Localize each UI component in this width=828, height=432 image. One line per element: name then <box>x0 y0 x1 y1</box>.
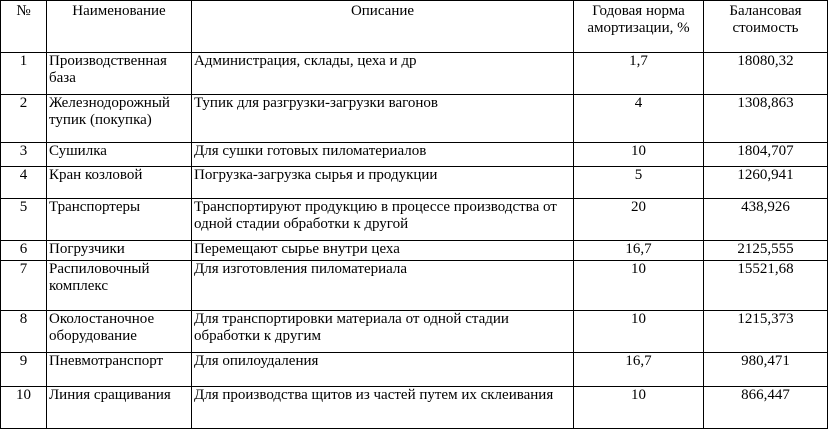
header-name: Наименование <box>47 1 192 53</box>
row-rate: 4 <box>574 95 704 143</box>
row-rate: 1,7 <box>574 53 704 95</box>
row-description: Транспортируют продукцию в процессе производства от одной стадии обработки к другой <box>192 199 574 241</box>
table-row <box>1 95 828 143</box>
table-row <box>1 53 828 95</box>
row-num: 4 <box>1 167 47 199</box>
row-description: Администрация, склады, цеха и др <box>192 53 574 95</box>
row-rate: 10 <box>574 311 704 353</box>
row-rate: 16,7 <box>574 353 704 387</box>
row-description: Для опилоудаления <box>192 353 574 387</box>
row-cost: 1215,373 <box>704 311 828 353</box>
row-rate: 10 <box>574 261 704 311</box>
row-name: Линия сращивания <box>47 387 192 429</box>
row-num: 9 <box>1 353 47 387</box>
row-num: 5 <box>1 199 47 241</box>
table-row <box>1 387 828 429</box>
table-row <box>1 167 828 199</box>
row-cost: 2125,555 <box>704 241 828 261</box>
header-row <box>1 1 828 53</box>
table-row <box>1 241 828 261</box>
table-row <box>1 199 828 241</box>
row-cost: 1308,863 <box>704 95 828 143</box>
row-cost: 15521,68 <box>704 261 828 311</box>
row-description: Для сушки готовых пиломатериалов <box>192 143 574 167</box>
table-row <box>1 143 828 167</box>
header-depreciation-rate: Годовая норма амортизации, % <box>574 1 704 53</box>
row-name: Пневмотранспорт <box>47 353 192 387</box>
row-cost: 980,471 <box>704 353 828 387</box>
row-num: 2 <box>1 95 47 143</box>
row-rate: 5 <box>574 167 704 199</box>
row-cost: 438,926 <box>704 199 828 241</box>
row-description: Для производства щитов из частей путем их склеивания <box>192 387 574 429</box>
table-row <box>1 311 828 353</box>
row-name: Распиловочный комплекс <box>47 261 192 311</box>
row-name: Околостаночное оборудование <box>47 311 192 353</box>
row-num: 3 <box>1 143 47 167</box>
row-num: 8 <box>1 311 47 353</box>
row-cost: 866,447 <box>704 387 828 429</box>
row-num: 7 <box>1 261 47 311</box>
header-num: № <box>1 1 47 53</box>
row-description: Для изготовления пиломатериала <box>192 261 574 311</box>
row-rate: 10 <box>574 143 704 167</box>
row-name: Транспортеры <box>47 199 192 241</box>
row-cost: 1804,707 <box>704 143 828 167</box>
row-description: Перемещают сырье внутри цеха <box>192 241 574 261</box>
row-name: Кран козловой <box>47 167 192 199</box>
row-name: Железнодорожный тупик (покупка) <box>47 95 192 143</box>
row-num: 6 <box>1 241 47 261</box>
row-description: Тупик для разгрузки-загрузки вагонов <box>192 95 574 143</box>
table-row <box>1 353 828 387</box>
row-name: Сушилка <box>47 143 192 167</box>
row-description: Погрузка-загрузка сырья и продукции <box>192 167 574 199</box>
row-num: 10 <box>1 387 47 429</box>
header-description: Описание <box>192 1 574 53</box>
row-name: Погрузчики <box>47 241 192 261</box>
table-row <box>1 261 828 311</box>
row-name: Производственная база <box>47 53 192 95</box>
row-cost: 18080,32 <box>704 53 828 95</box>
row-rate: 20 <box>574 199 704 241</box>
row-num: 1 <box>1 53 47 95</box>
row-rate: 10 <box>574 387 704 429</box>
row-rate: 16,7 <box>574 241 704 261</box>
row-cost: 1260,941 <box>704 167 828 199</box>
row-description: Для транспортировки материала от одной стадии обработки к другим <box>192 311 574 353</box>
header-balance-cost: Балансовая стоимость <box>704 1 828 53</box>
